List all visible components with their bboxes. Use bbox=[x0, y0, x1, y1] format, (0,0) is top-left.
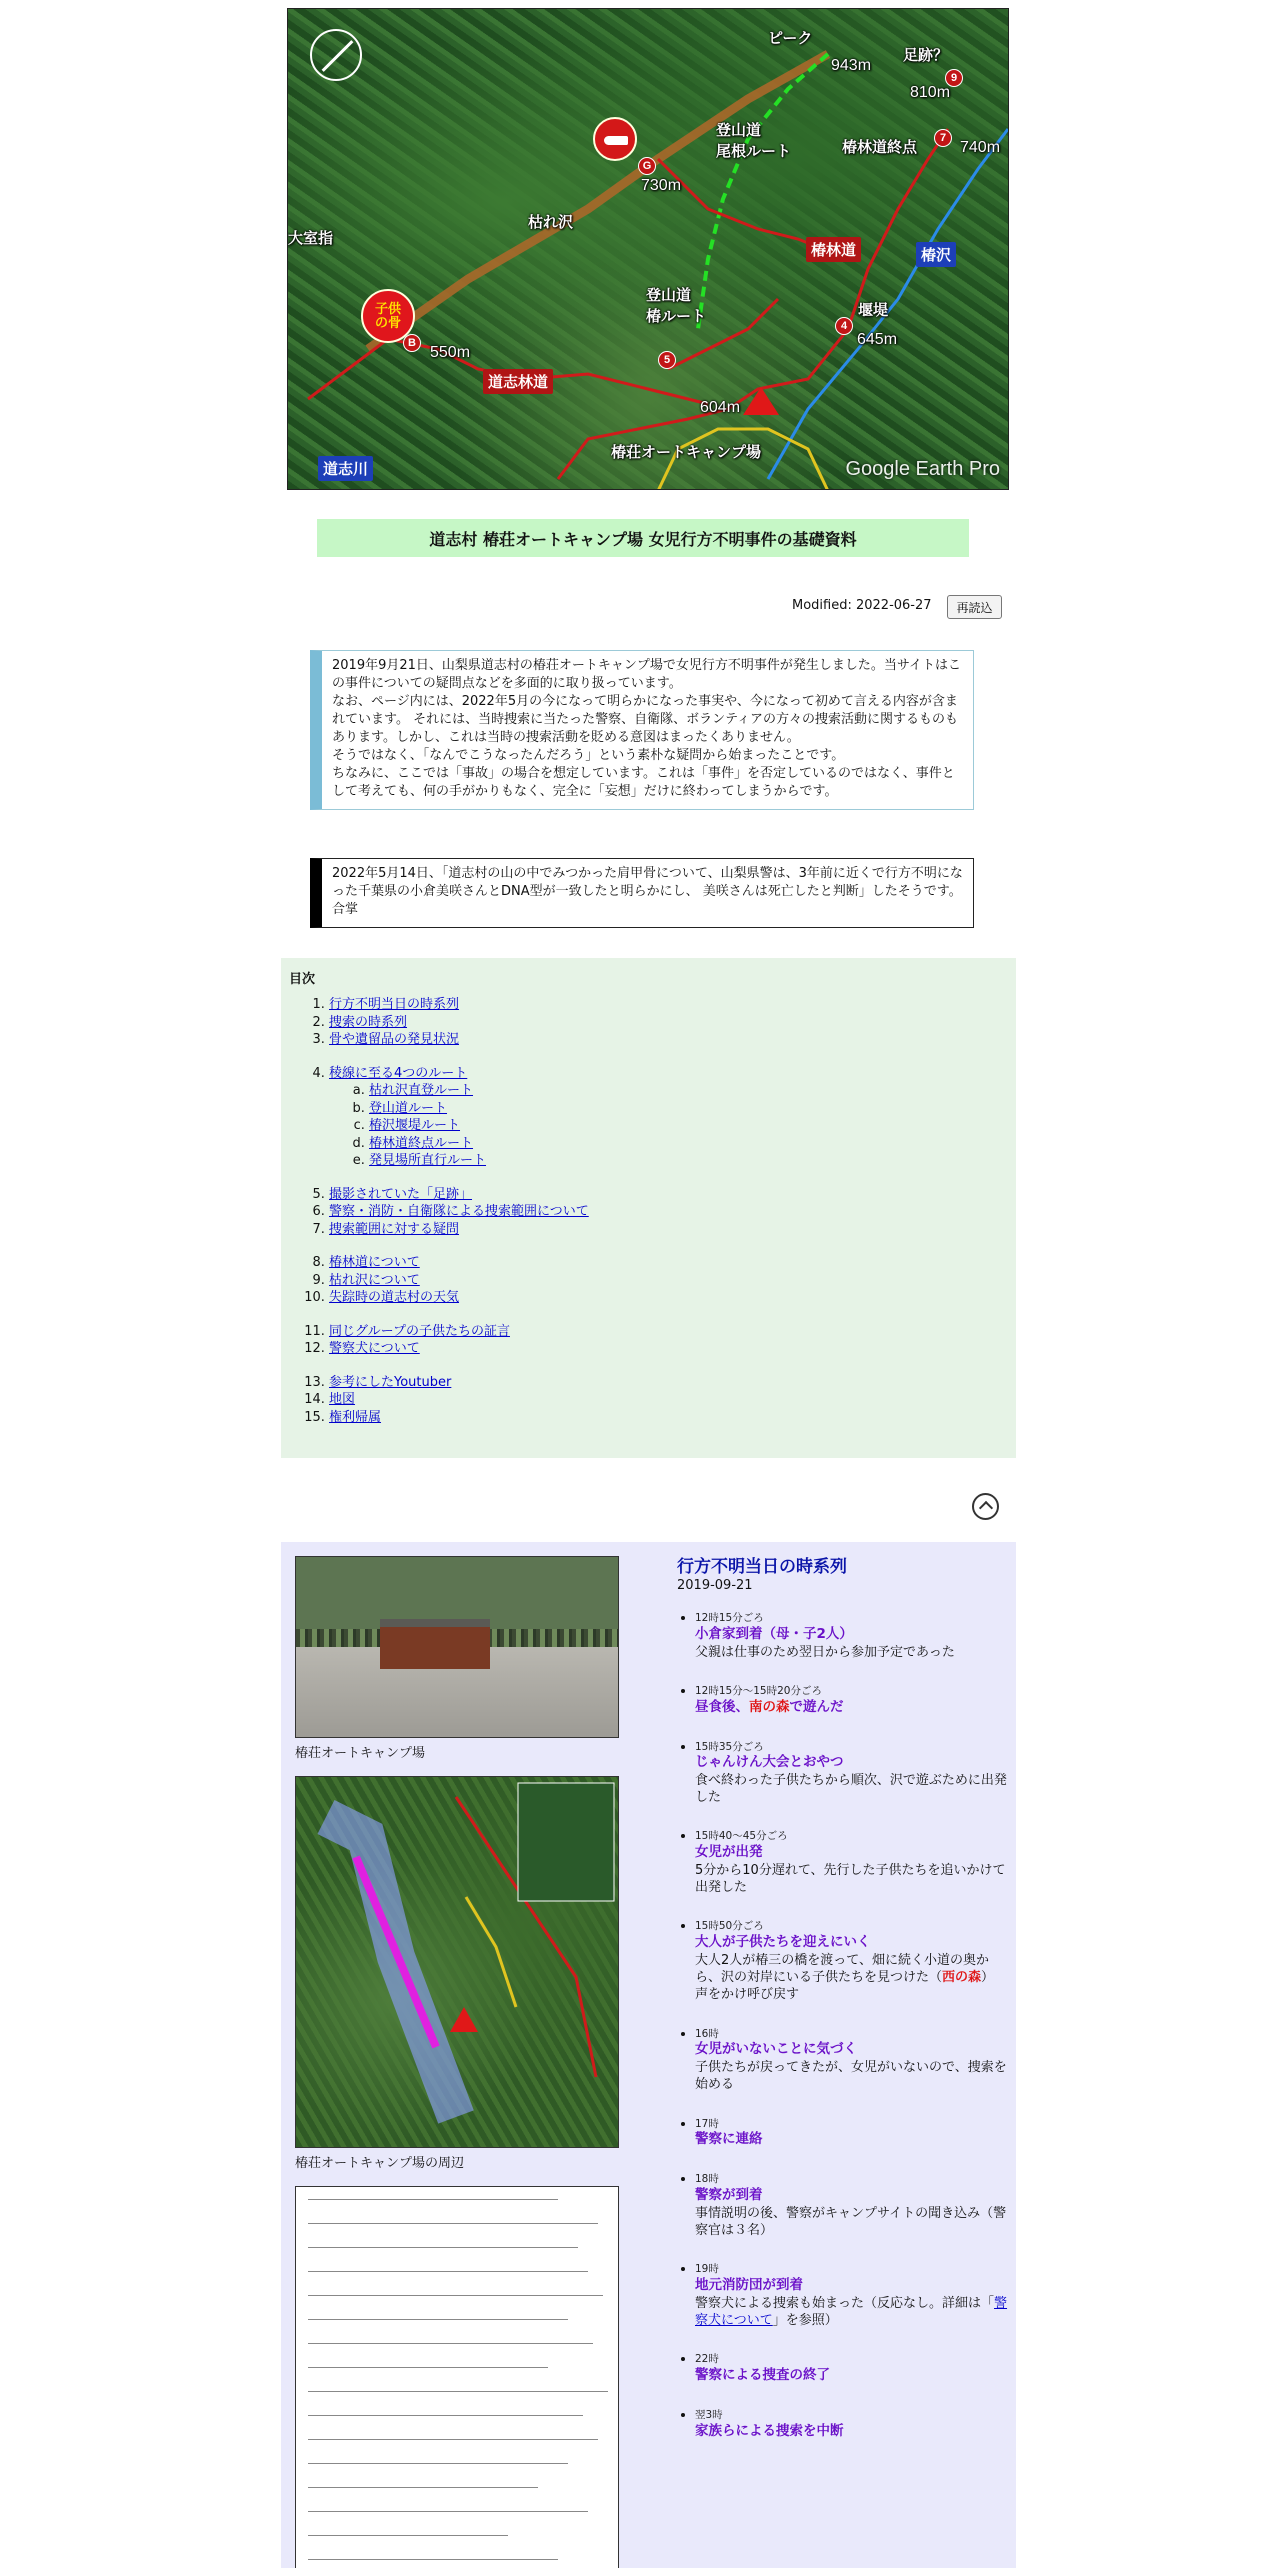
surroundings-map-overlay bbox=[296, 1777, 619, 2148]
intro-note bbox=[310, 650, 974, 810]
toc-sub-link[interactable]: 枯れ沢直登ルート bbox=[369, 1083, 474, 1098]
toc-link[interactable]: 権利帰属 bbox=[329, 1409, 382, 1425]
timeline-section bbox=[281, 1542, 1016, 2568]
label-peak: ピーク bbox=[768, 30, 813, 47]
toc-link[interactable]: 捜索の時系列 bbox=[329, 1014, 408, 1030]
timeline-item: • 翌3時 家族らによる捜索を中断 bbox=[695, 2406, 1012, 2441]
timeline-item: • 19時 地元消防団が到着 警察犬による捜索も始まった（反応なし。詳細は「警察犬について」を参照） bbox=[695, 2260, 1012, 2329]
toc-link[interactable]: 捜索範囲に対する疑問 bbox=[329, 1221, 460, 1237]
label-elev-550: 550m bbox=[430, 344, 471, 361]
label-elev-645: 645m bbox=[857, 331, 898, 348]
toc-link[interactable]: 地図 bbox=[329, 1392, 356, 1407]
campsite-tent-icon bbox=[743, 387, 779, 415]
toc-link[interactable]: 撮影されていた「足跡」 bbox=[329, 1186, 473, 1202]
timeline-date: 2019-09-21 bbox=[677, 1578, 753, 1593]
timeline-item: • 18時 警察が到着 事情説明の後、警察がキャンプサイトの聞き込み（警察官は３名） bbox=[695, 2170, 1012, 2239]
timeline-item: • 12時15分ごろ 小倉家到着（母・子2人） 父親は仕事のため翌日から参加予定であった bbox=[695, 1609, 1012, 1661]
hero-satellite-map bbox=[287, 8, 1009, 490]
timeline-title: 行方不明当日の時系列 bbox=[677, 1557, 847, 1577]
label-doshi-road: 道志林道 bbox=[483, 369, 553, 394]
toc-link[interactable]: 椿林道について bbox=[329, 1255, 420, 1270]
campsite-photo bbox=[295, 1556, 619, 1738]
google-earth-watermark: Google Earth Pro bbox=[845, 458, 1000, 480]
timeline-list bbox=[677, 1552, 1012, 2462]
toc-link[interactable]: 警察・消防・自衛隊による捜索範囲について bbox=[329, 1204, 589, 1219]
handwritten-notes-image bbox=[295, 2186, 619, 2568]
label-trail-tsubaki: 登山道 椿ルート bbox=[646, 287, 707, 325]
toc-link[interactable]: 警察犬について bbox=[329, 1341, 420, 1356]
toc-sub-link[interactable]: 登山道ルート bbox=[369, 1100, 448, 1116]
marker-9: 9 bbox=[945, 69, 963, 87]
toc-sub-link[interactable]: 発見場所直行ルート bbox=[369, 1153, 487, 1168]
marker-g: G bbox=[638, 157, 656, 175]
label-elev-604: 604m bbox=[700, 399, 741, 416]
surroundings-photo-caption: 椿荘オートキャンプ場の周辺 bbox=[295, 2156, 465, 2171]
police-dog-link[interactable]: 警察犬について bbox=[695, 2295, 1008, 2329]
label-tsubaki-road: 椿林道 bbox=[806, 237, 861, 262]
toc-sub-link[interactable]: 椿林道終点ルート bbox=[369, 1135, 474, 1151]
scroll-to-top-icon[interactable] bbox=[972, 1493, 999, 1520]
marker-5: 5 bbox=[658, 351, 676, 369]
label-footprint: 足跡？ bbox=[903, 47, 949, 64]
label-trail-ridge: 登山道 尾根ルート bbox=[716, 122, 792, 160]
marker-7: 7 bbox=[934, 129, 952, 147]
label-camp: 椿荘オートキャンプ場 bbox=[611, 444, 762, 461]
reload-button[interactable]: 再読込 bbox=[947, 595, 1002, 619]
timeline-item: • 15時35分ごろ じゃんけん大会とおやつ 食べ終わった子供たちから順次、沢で遊ぶために出発した bbox=[695, 1738, 1012, 1807]
timeline-item: • 12時15分～15時20分ごろ 昼食後、南の森で遊んだ bbox=[695, 1682, 1012, 1717]
timeline-item: • 15時40～45分ごろ 女児が出発 5分から10分遅れて、先行した子供たちを追いかけて出発した bbox=[695, 1827, 1012, 1896]
label-tsubaki-sawa: 椿沢 bbox=[916, 242, 956, 267]
intro-text: 2019年9月21日、山梨県道志村の椿荘オートキャンプ場で女児行方不明事件が発生しました。当サイトはこの事件についての疑問点などを多面的に取り扱っています。 なお、ページ内には、2022年5月の今になって明らかになった事実や、今になって初めて言える内容が含まれています。 それには、当時捜索に当たった警察、自衛隊、ボランティアの方々の捜索活動に関するものもあります。しかし、これは当時の捜索活動を貶める意図はまったくありません。 そうではなく、「なんでこうなったんだろう」という素朴な疑問から始まったことです。 ちなみに、ここでは「事故」の場合を想定しています。これは「事件」を否定しているのではなく、事件として考えても、何の手がかりもなく、完全に「妄想」だけに終わってしまうからです。 bbox=[332, 658, 961, 799]
label-elev-810: 810m bbox=[910, 84, 951, 101]
dna-note bbox=[310, 858, 974, 928]
toc-link[interactable]: 参考にしたYoutuber bbox=[329, 1374, 452, 1390]
campsite-surroundings-map-photo bbox=[295, 1776, 619, 2148]
timeline-item: • 16時 女児がいないことに気づく 子供たちが戻ってきたが、女児がいないので、捜索を始める bbox=[695, 2025, 1012, 2094]
campsite-photo-caption: 椿荘オートキャンプ場 bbox=[295, 1746, 426, 1761]
label-tsubaki-end: 椿林道終点 bbox=[842, 139, 918, 156]
timeline-item: • 22時 警察による捜査の終了 bbox=[695, 2350, 1012, 2385]
toc-link[interactable]: 行方不明当日の時系列 bbox=[329, 997, 460, 1012]
toc-title: 目次 bbox=[289, 972, 316, 987]
toc-sub-link[interactable]: 椿沢堰堤ルート bbox=[369, 1118, 461, 1133]
dna-text: 2022年5月14日、「道志村の山の中でみつかった肩甲骨について、山梨県警は、3年前に近くで行方不明になった千葉県の小倉美咲さんとDNA型が一致したと明らかにし、 美咲さんは死亡したと判断」したそうです。合掌 bbox=[332, 866, 963, 917]
label-elev-740: 740m bbox=[960, 139, 1001, 156]
label-dam: 堰堤 bbox=[858, 302, 889, 319]
label-elev-730: 730m bbox=[641, 177, 682, 194]
label-elev-943: 943m bbox=[831, 57, 872, 74]
modified-date: Modified: 2022-06-27 bbox=[792, 598, 932, 613]
toc-link[interactable]: 骨や遺留品の発見状況 bbox=[329, 1032, 460, 1047]
compass-icon bbox=[310, 29, 362, 81]
timeline-item: • 17時 警察に連絡 bbox=[695, 2115, 1012, 2150]
label-doshi-river: 道志川 bbox=[318, 456, 373, 481]
timeline-item: • 15時50分ごろ 大人が子供たちを迎えにいく 大人2人が椿三の橋を渡って、畑に続く小道の奥から、沢の対岸にいる子供たちを見つけた（西の森） 声をかけ呼び戻す bbox=[695, 1917, 1012, 2003]
toc-link[interactable]: 失踪時の道志村の天気 bbox=[329, 1290, 460, 1305]
map-routes bbox=[288, 9, 1009, 490]
table-of-contents bbox=[281, 958, 1016, 1458]
label-omuro: 大室指 bbox=[288, 230, 334, 247]
toc-link[interactable]: 枯れ沢について bbox=[329, 1272, 420, 1288]
page-title: 道志村 椿荘オートキャンプ場 女児行方不明事件の基礎資料 bbox=[317, 519, 969, 557]
marker-4: 4 bbox=[835, 317, 853, 335]
shoe-location-icon bbox=[593, 117, 637, 161]
label-karesawa: 枯れ沢 bbox=[528, 214, 574, 231]
toc-link[interactable]: 同じグループの子供たちの証言 bbox=[329, 1323, 510, 1339]
toc-link[interactable]: 稜線に至る4つのルート bbox=[329, 1065, 468, 1081]
marker-b: B bbox=[403, 334, 421, 352]
bones-location-icon: 子供 の骨 bbox=[361, 289, 415, 343]
